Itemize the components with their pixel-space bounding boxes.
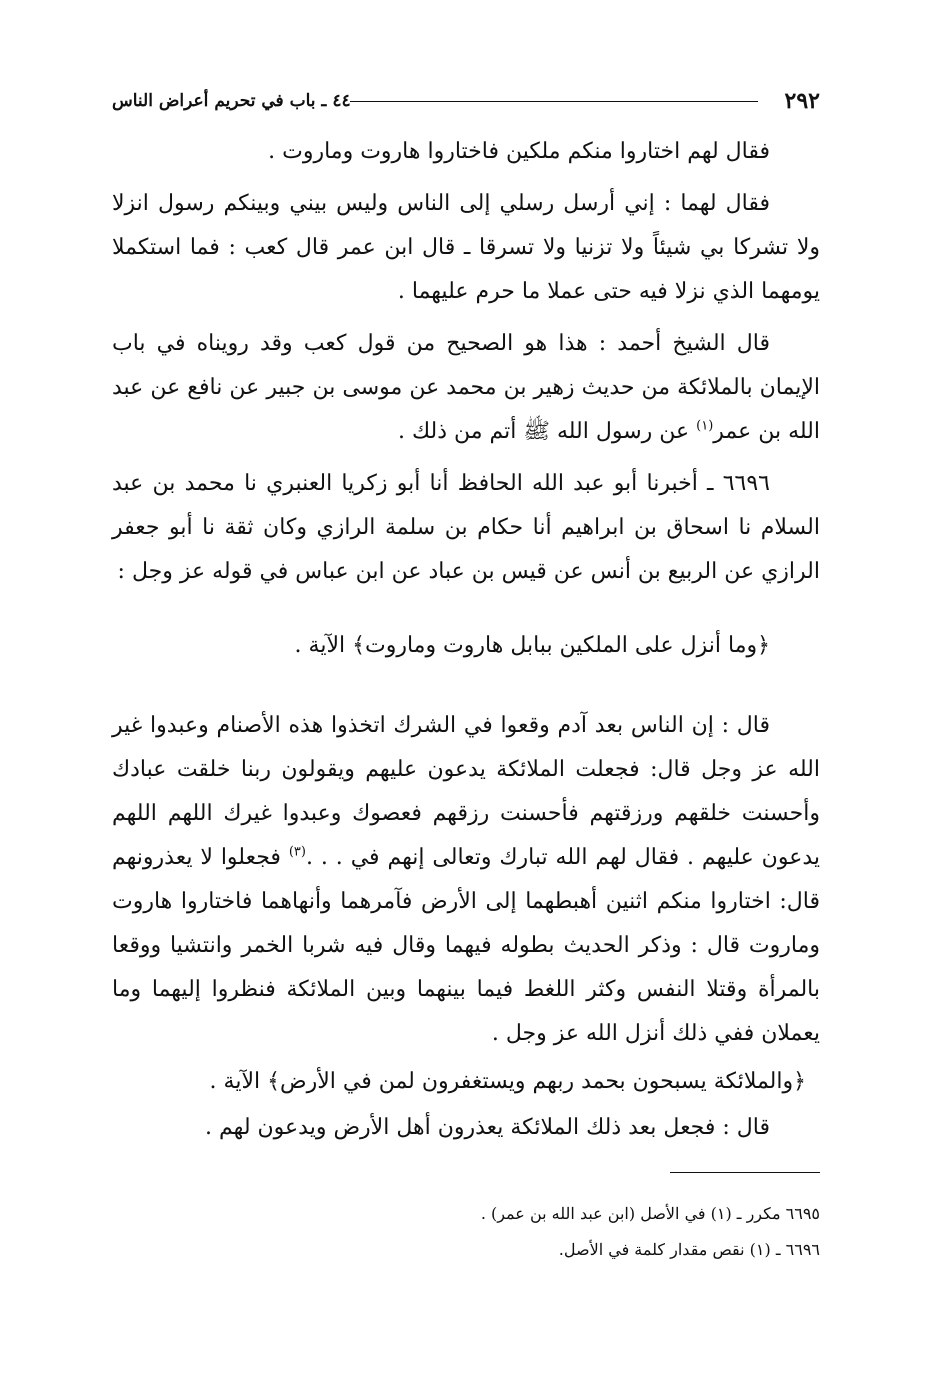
page-number: ٢٩٢ bbox=[784, 88, 820, 114]
chapter-title: ٤٤ ـ باب في تحريم أعراض الناس bbox=[112, 91, 351, 111]
running-header bbox=[112, 84, 820, 118]
paragraph-1: فقال لهم اختاروا منكم ملكين فاختاروا هاروت وماروت . bbox=[268, 139, 770, 164]
paragraph-3 bbox=[112, 322, 820, 454]
paragraph-3-text-end: عن رسول الله ﷺ أتم من ذلك . bbox=[397, 419, 697, 444]
footnotes bbox=[120, 1196, 820, 1268]
main-text bbox=[112, 130, 820, 1150]
hadith-6696: ٦٦٩٦ ـ أخبرنا أبو عبد الله الحافظ أنا أبو زكريا العنبري نا محمد بن عبد السلام نا اسحاق بن ابراهيم أنا حكام بن سلمة الرازي وكان ثقة نا أبو جعفر الرازي عن الربيع بن أنس عن قيس بن عباد عن ابن عباس في قوله عز وجل : bbox=[112, 471, 820, 584]
footnote-marker-1: (١) bbox=[696, 418, 714, 434]
paragraph-6: قال : فجعل بعد ذلك الملائكة يعذرون أهل الأرض ويدعون لهم . bbox=[205, 1115, 770, 1140]
paragraph-5 bbox=[112, 704, 820, 1056]
footnote-2: ٦٦٩٦ ـ (١) نقص مقدار كلمة في الأصل. bbox=[558, 1240, 820, 1259]
paragraph-3-text: قال الشيخ أحمد : هذا هو الصحيح من قول كعب وقد رويناه في باب الإيمان بالملائكة من حديث زهير بن محمد عن موسى بن جبير عن نافع عن عبد الله بن عمر bbox=[112, 331, 820, 444]
header-rule bbox=[350, 101, 758, 102]
footnote-1: ٦٦٩٥ مكرر ـ (١) في الأصل (ابن عبد الله بن عمر) . bbox=[480, 1204, 820, 1223]
quran-verse-1: ﴿وما أنزل على الملكين ببابل هاروت وماروت﴾ الآية . bbox=[294, 633, 770, 658]
paragraph-5-text-end: فجعلوا لا يعذرونهم قال: اختاروا منكم اثنين أهبطهما إلى الأرض فآمرهما وأنهاهما فاختاروا هاروت وماروت قال : وذكر الحديث بطوله فيهما وقال فيه شربا الخمر وانتشيا ووقعا بالمرأة وقتلا النفس وكثر اللغط فيما بينهما وبين الملائكة فنظروا إليهما وما يعملان ففي ذلك أنزل الله عز وجل . bbox=[112, 845, 820, 1046]
quran-verse-2: ﴿والملائكة يسبحون بحمد ربهم ويستغفرون لمن في الأرض﴾ الآية . bbox=[209, 1069, 806, 1094]
paragraph-5-text: قال : إن الناس بعد آدم وقعوا في الشرك اتخذوا هذه الأصنام وعبدوا غير الله عز وجل قال: فجعلت الملائكة يدعون عليهم ويقولون ربنا خلقت عبادك وأحسنت خلقهم ورزقتهم فأحسنت رزقهم فعصوك وعبدوا غيرك اللهم اللهم يدعون عليهم . فقال لهم الله تبارك وتعالى إنهم في . . . bbox=[112, 713, 820, 870]
paragraph-2: فقال لهما : إني أرسل رسلي إلى الناس وليس بيني وبينكم رسول انزلا ولا تشركا بي شيئاً ولا تزنيا ولا تسرقا ـ قال ابن عمر قال كعب : فما استكملا يومهما الذي نزلا فيه حتى عملا ما حرم عليهما . bbox=[112, 191, 820, 304]
footnote-marker-3: (٣) bbox=[288, 844, 306, 860]
footnote-divider bbox=[670, 1172, 820, 1173]
